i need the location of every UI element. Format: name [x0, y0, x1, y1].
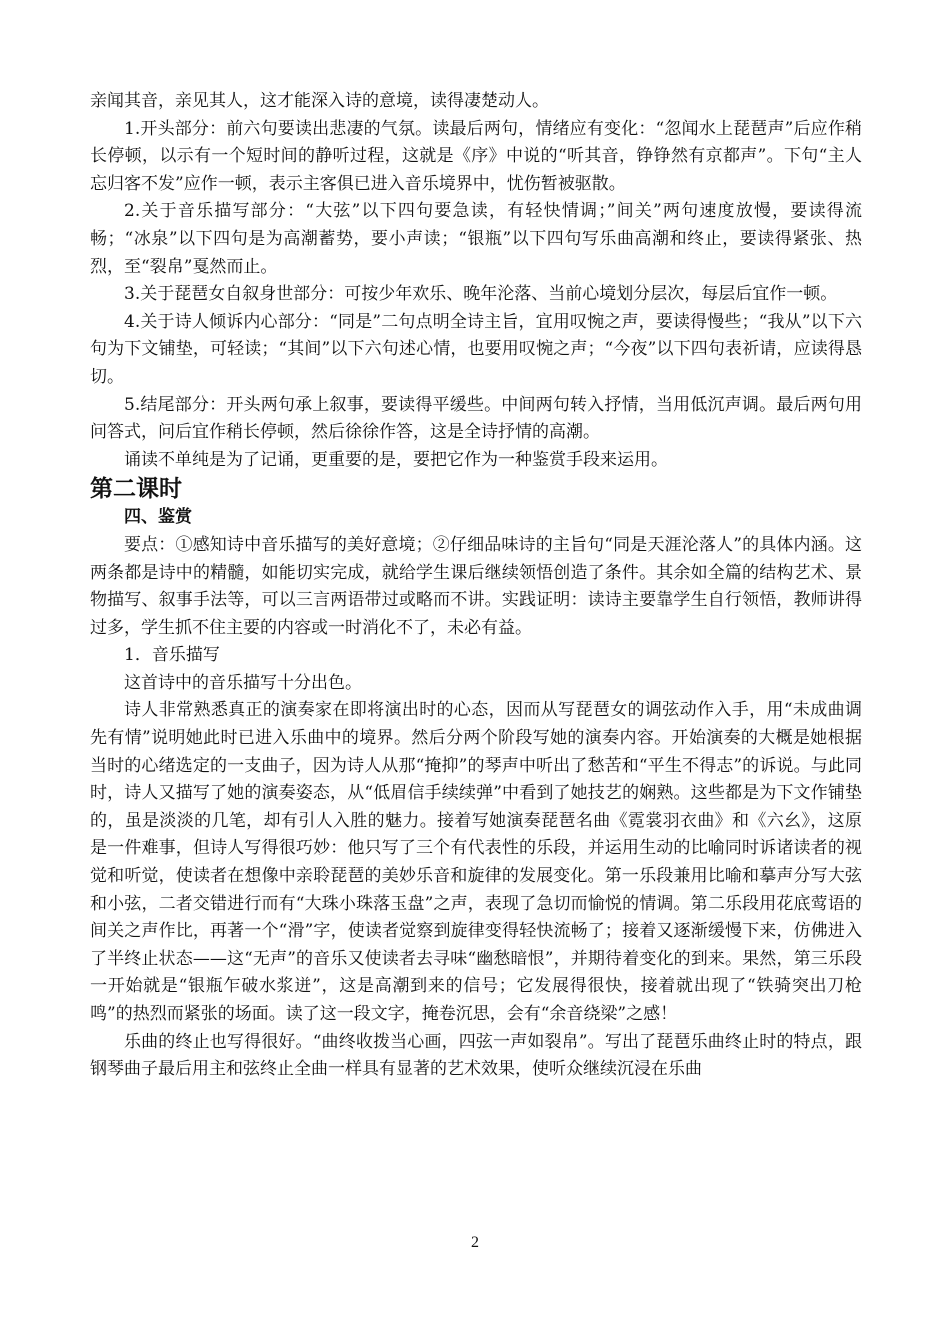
paragraph-poet-section: 4.关于诗人倾诉内心部分：“同是”二句点明全诗主旨，宜用叹惋之声，要读得慢些；“我从”以下六句为下文铺垫，可轻读；“其间”以下六句述心情，也要用叹惋之声；“今夜”以下四句表祈请，应读得恳切。	[90, 311, 862, 387]
paragraph-music-analysis: 诗人非常熟悉真正的演奏家在即将演出时的心态，因而从写琵琶女的调弦动作入手，用“未成曲调先有情”说明她此时已进入乐曲中的境界。然后分两个阶段写她的演奏内容。开始演奏的大概是她根据当时的心绪选定的一支曲子，因为诗人从那“掩抑”的琴声中听出了愁苦和“平生不得志”的诉说。与此同时，诗人又描写了她的演奏姿态，从“低眉信手续续弹”中看到了她技艺的娴熟。这些都是为下文作铺垫的，虽是淡淡的几笔，却有引人入胜的魅力。接着写她演奏琵琶名曲《霓裳羽衣曲》和《六幺》，这原是一件难事，但诗人写得很巧妙：他只写了三个有代表性的乐段，并运用生动的比喻同时诉诸读者的视觉和听觉，使读者在想像中亲聆琵琶的美妙乐音和旋律的发展变化。第一乐段兼用比喻和摹声分写大弦和小弦，二者交错进行而有“大珠小珠落玉盘”之声，表现了急切而愉悦的情调。第二乐段用花底莺语的间关之声作比，再著一个“滑”字，使读者觉察到旋律变得轻快流畅了；接着又逐渐缓慢下来，仿佛进入了半终止状态——这“无声”的音乐又使读者去寻味“幽愁暗恨”，并期待着变化的到来。果然，第三乐段一开始就是“银瓶乍破水浆迸”，这是高潮到来的信号；它发展得很快，接着就出现了“铁骑突出刀枪鸣”的热烈而紧张的场面。读了这一段文字，掩卷沉思，会有“余音绕梁”之感！	[90, 700, 862, 1024]
paragraph-recitation-note: 诵读不单纯是为了记诵，更重要的是，要把它作为一种鉴赏手段来运用。	[124, 449, 668, 470]
paragraph-pipa-woman-section: 3.关于琵琶女自叙身世部分：可按少年欢乐、晚年沦落、当前心境划分层次，每层后宜作一顿。	[124, 284, 838, 305]
paragraph-ending-section: 5.结尾部分：开头两句承上叙事，要读得平缓些。中间两句转入抒情，当用低沉声调。最后两句用问答式，问后宜作稍长停顿，然后徐徐作答，这是全诗抒情的高潮。	[90, 394, 862, 443]
page-number: 2	[471, 1234, 479, 1251]
paragraph-key-points: 要点：①感知诗中音乐描写的美好意境；②仔细品味诗的主旨句“同是天涯沦落人”的具体内涵。这两条都是诗中的精髓，如能切实完成，就给学生课后继续领悟创造了条件。其余如全篇的结构艺术、景物描写、叙事手法等，可以三言两语带过或略而不讲。实践证明：读诗主要靠学生自行领悟，教师讲得过多，学生抓不住主要的内容或一时消化不了，未必有益。	[90, 534, 862, 638]
paragraph-opening-section: 1.开头部分：前六句要读出悲凄的气氛。读最后两句，情绪应有变化：“忽闻水上琵琶声”后应作稍长停顿，以示有一个短时间的静听过程，这就是《序》中说的“听其音，铮铮然有京都声”。下句“主人忘归客不发”应作一顿，表示主客俱已进入音乐境界中，忧伤暂被驱散。	[90, 118, 862, 194]
paragraph-music-intro: 这首诗中的音乐描写十分出色。	[124, 672, 362, 693]
paragraph-music-section: 2.关于音乐描写部分：“大弦”以下四句要急读，有轻快情调；”间关”两句速度放慢，要读得流畅；“冰泉”以下四句是为高潮蓄势，要小声读；“银瓶”以下四句写乐曲高潮和终止，要读得紧张、热烈，至“裂帛”戛然而止。	[90, 201, 862, 277]
section-heading: 第二课时	[90, 475, 182, 503]
paragraph-music-ending: 乐曲的终止也写得很好。“曲终收拨当心画，四弦一声如裂帛”。写出了琵琶乐曲终止时的特点，跟钢琴曲子最后用主和弦终止全曲一样具有显著的艺术效果，使听众继续沉浸在乐曲	[90, 1031, 862, 1080]
paragraph-music-title: 1．音乐描写	[124, 645, 220, 666]
page-body	[90, 88, 862, 1084]
paragraph-continuation: 亲闻其音，亲见其人，这才能深入诗的意境，读得凄楚动人。	[90, 91, 549, 111]
subheading: 四、鉴赏	[124, 507, 192, 528]
